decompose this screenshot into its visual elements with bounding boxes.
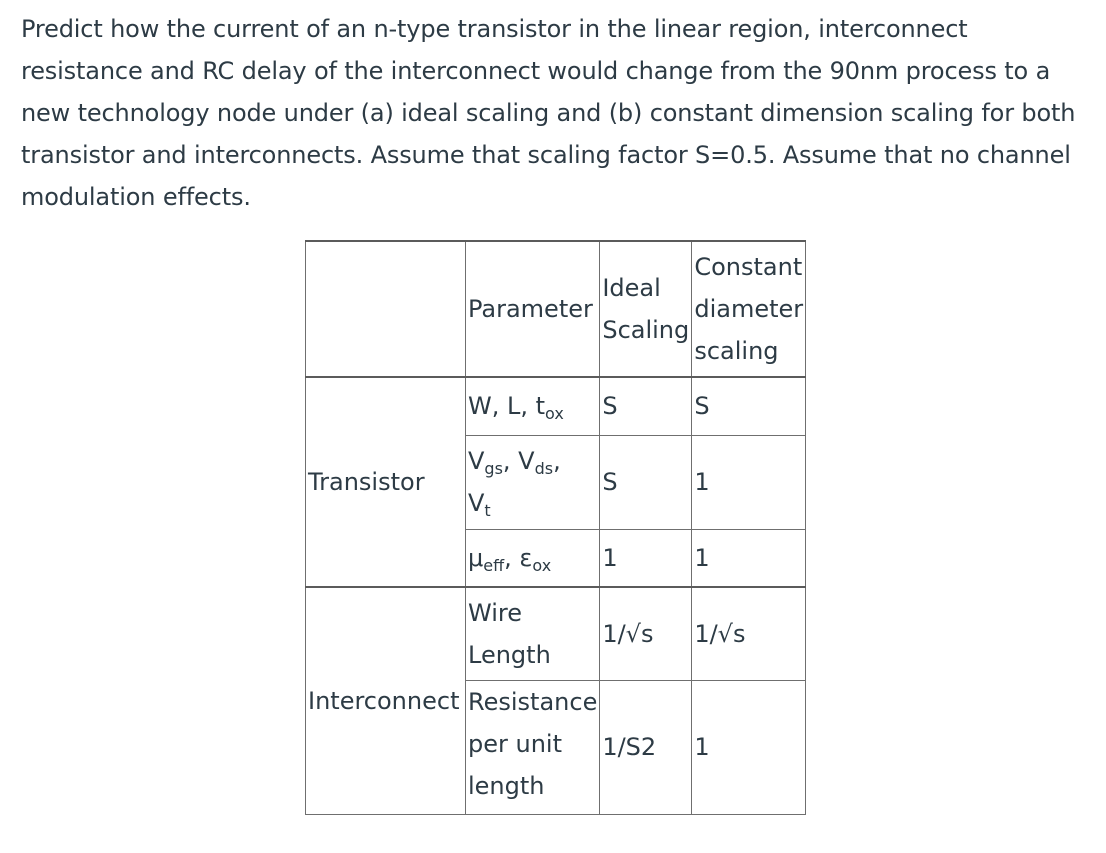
ideal-value: 1 <box>600 529 692 587</box>
header-constant-line2: diameter <box>694 295 804 323</box>
param-wire-length-line1: Wire <box>468 598 522 627</box>
constant-value: 1 <box>692 529 806 587</box>
param-voltages-line1: $V_{gs}$, $V_{ds}$, <box>468 447 561 478</box>
param-mobility-permittivity: $\mu_{eff}$, $\varepsilon_{ox}$ <box>466 529 600 587</box>
header-parameter: Parameter <box>466 241 600 377</box>
ideal-value: S <box>600 377 692 435</box>
ideal-value: 1/S2 <box>600 680 692 814</box>
header-constant-line1: Constant <box>694 253 803 281</box>
param-resistance-line2: per unit <box>468 729 562 758</box>
constant-value: S <box>692 377 806 435</box>
param-wire-length <box>466 587 600 680</box>
param-voltages-line2: $V_t$ <box>468 489 491 520</box>
header-ideal-line2: Scaling <box>602 316 690 344</box>
header-ideal-line1: Ideal <box>602 274 661 302</box>
param-wl-tox-sub: ox <box>545 404 564 424</box>
ideal-value: 1/√s <box>600 587 692 680</box>
constant-value: 1/√s <box>692 587 806 680</box>
header-ideal-scaling <box>600 241 692 377</box>
scaling-table <box>305 240 806 815</box>
param-resistance-line3: length <box>468 771 545 800</box>
table-row <box>306 587 806 680</box>
header-blank-cell <box>306 241 466 377</box>
param-wire-length-line2: Length <box>468 640 551 669</box>
group-interconnect: Interconnect <box>306 587 466 814</box>
table-row <box>306 377 806 435</box>
header-constant-scaling <box>692 241 806 377</box>
ideal-value: S <box>600 435 692 529</box>
param-resistance-line1: Resistance <box>468 687 598 716</box>
table-header-row <box>306 241 806 377</box>
group-transistor: Transistor <box>306 377 466 587</box>
param-resistance <box>466 680 600 814</box>
constant-value: 1 <box>692 680 806 814</box>
header-constant-line3: scaling <box>694 337 779 365</box>
param-wl-tox-base: W, L, t <box>468 392 546 421</box>
constant-value: 1 <box>692 435 806 529</box>
param-voltages <box>466 435 600 529</box>
question-text: Predict how the current of an n-type transistor in the linear region, interconnect resistance and RC delay of the interconnect would change from the 90nm process to a new technology node under (a) ideal scaling and (b) constant dimension scaling for both transistor and interconnects. Assume that scaling factor S=0.5. Assume that no channel modulation effects. <box>21 15 1076 211</box>
param-wl-tox <box>466 377 600 435</box>
